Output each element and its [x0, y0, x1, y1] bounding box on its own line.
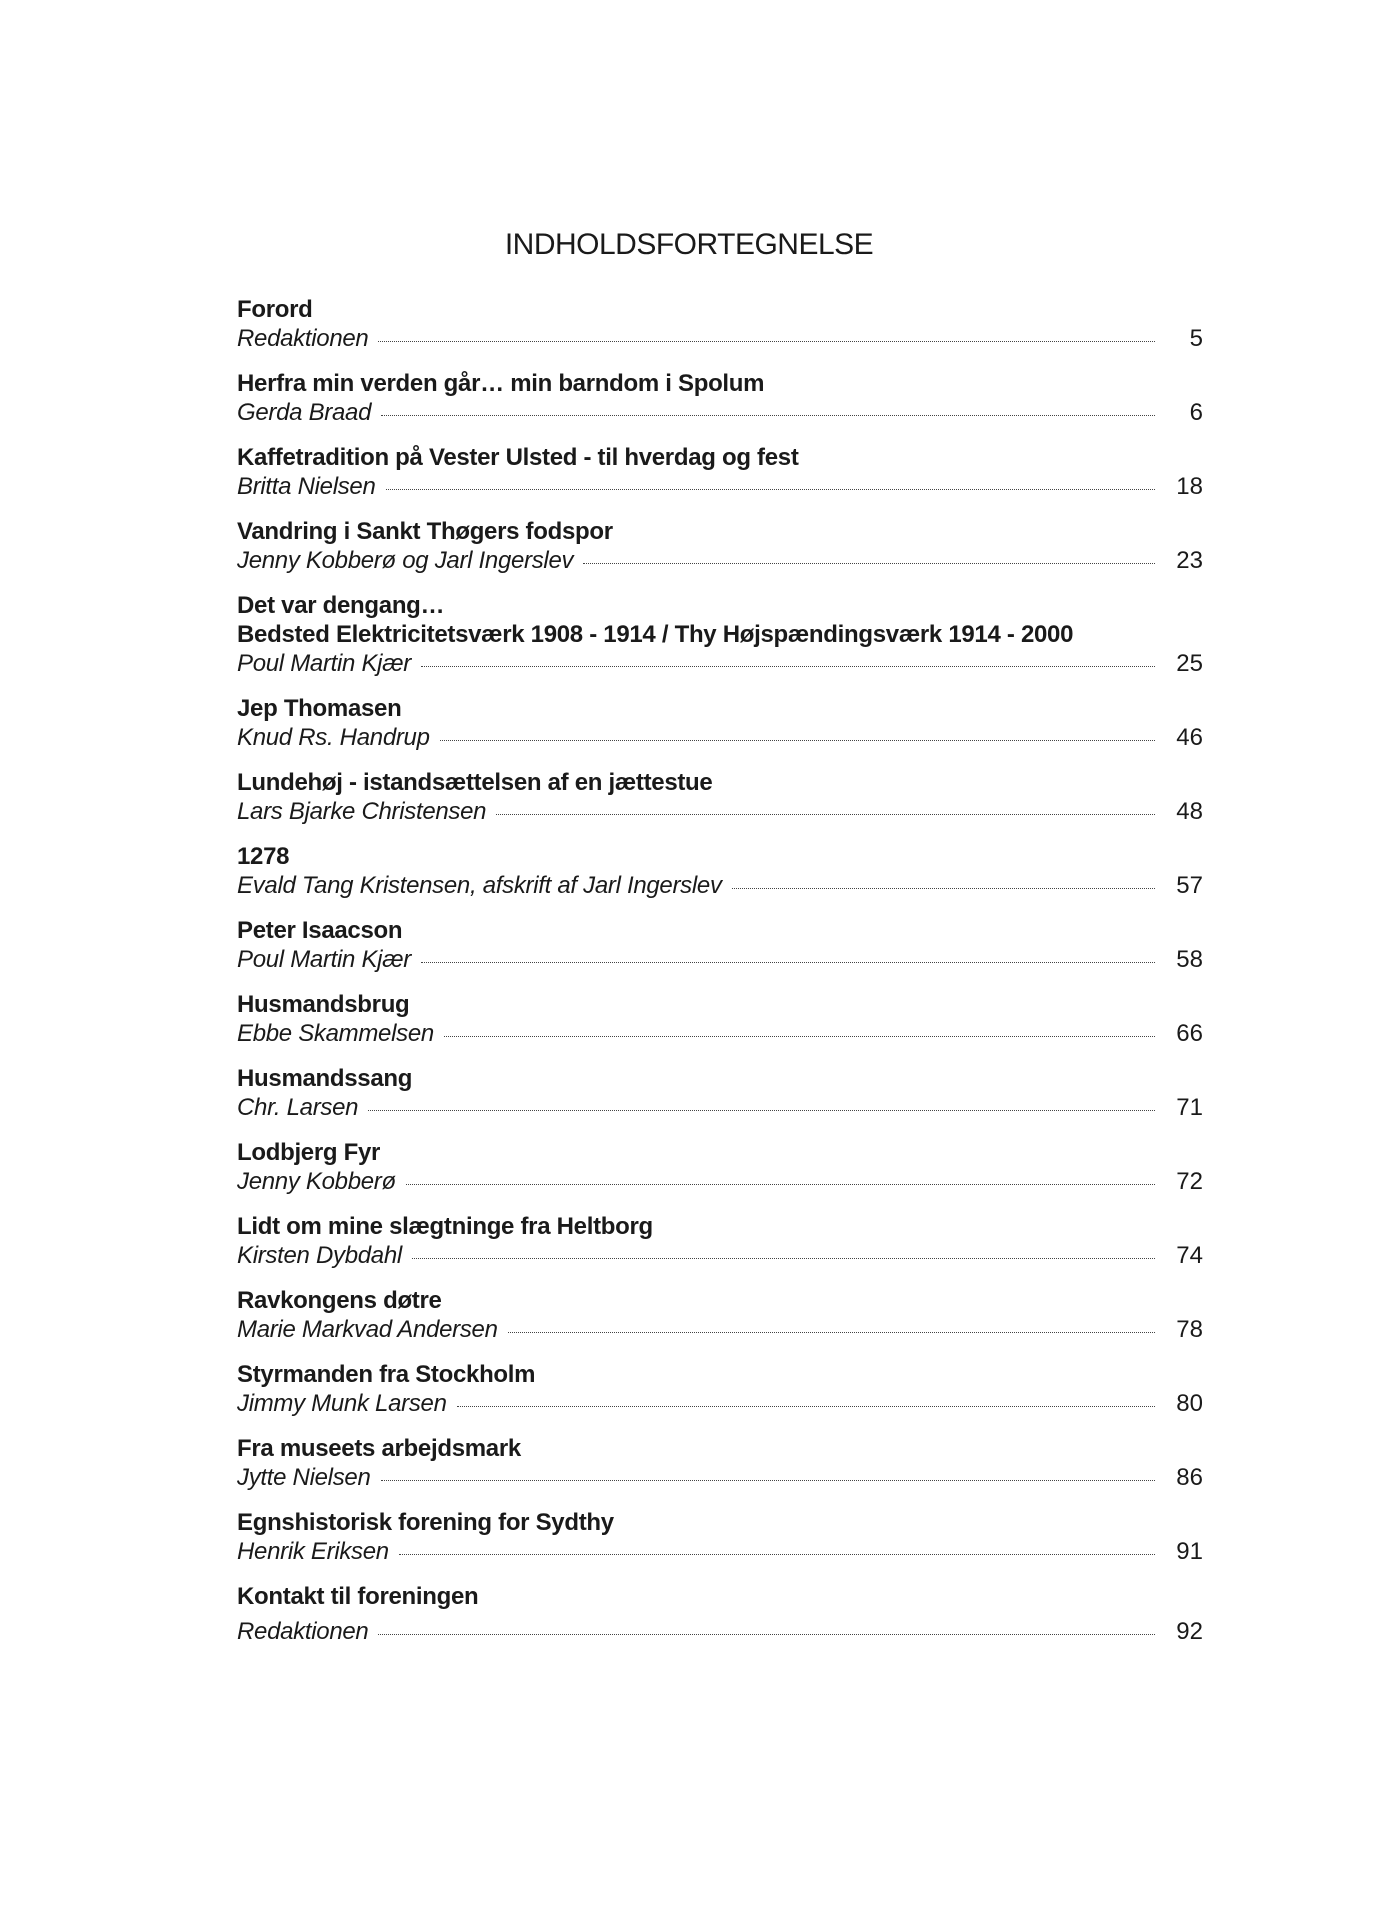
toc-entry[interactable] — [237, 591, 1203, 678]
table-of-contents — [237, 295, 1203, 1662]
entry-page-number: 91 — [1176, 1538, 1203, 1565]
entry-author: Britta Nielsen — [237, 473, 376, 500]
entry-author-row — [237, 1617, 1203, 1646]
entry-title: 1278 — [237, 843, 290, 870]
entry-page-number: 92 — [1176, 1618, 1203, 1645]
entry-author-row — [237, 1463, 1203, 1492]
entry-author-row — [237, 398, 1203, 427]
entry-author-row — [237, 1315, 1203, 1344]
entry-author: Lars Bjarke Christensen — [237, 798, 487, 825]
entry-author: Evald Tang Kristensen, afskrift af Jarl Ingerslev — [237, 872, 722, 899]
toc-entry[interactable] — [237, 517, 1203, 575]
entry-author: Marie Markvad Andersen — [237, 1316, 498, 1343]
dot-leader — [406, 1184, 1155, 1185]
entry-author: Knud Rs. Handrup — [237, 724, 430, 751]
entry-author-row — [237, 797, 1203, 826]
toc-entry[interactable] — [237, 443, 1203, 501]
entry-author: Poul Martin Kjær — [237, 650, 411, 677]
entry-author: Ebbe Skammelsen — [237, 1020, 434, 1047]
dot-leader — [508, 1332, 1155, 1333]
entry-title: Kontakt til foreningen — [237, 1583, 479, 1610]
toc-entry[interactable] — [237, 1508, 1203, 1566]
dot-leader — [386, 489, 1155, 490]
dot-leader — [440, 740, 1155, 741]
entry-author: Redaktionen — [237, 325, 369, 352]
entry-page-number: 66 — [1176, 1020, 1203, 1047]
entry-title: Egnshistorisk forening for Sydthy — [237, 1509, 614, 1536]
entry-page-number: 48 — [1176, 798, 1203, 825]
entry-author-row — [237, 1537, 1203, 1566]
entry-page-number: 18 — [1176, 473, 1203, 500]
entry-author-row — [237, 649, 1203, 678]
entry-author: Chr. Larsen — [237, 1094, 359, 1121]
entry-title: Forord — [237, 296, 313, 323]
entry-page-number: 46 — [1176, 724, 1203, 751]
dot-leader — [444, 1036, 1155, 1037]
toc-entry[interactable] — [237, 694, 1203, 752]
entry-author-row — [237, 945, 1203, 974]
dot-leader — [457, 1406, 1155, 1407]
entry-author: Gerda Braad — [237, 399, 372, 426]
entry-title: Peter Isaacson — [237, 917, 403, 944]
entry-author-row — [237, 472, 1203, 501]
entry-author-row — [237, 1241, 1203, 1270]
toc-entry[interactable] — [237, 1138, 1203, 1196]
dot-leader — [381, 415, 1155, 416]
entry-page-number: 23 — [1176, 547, 1203, 574]
entry-title: Husmandsbrug — [237, 991, 410, 1018]
toc-entry[interactable] — [237, 990, 1203, 1048]
toc-entry[interactable] — [237, 1212, 1203, 1270]
entry-author: Jenny Kobberø og Jarl Ingerslev — [237, 547, 574, 574]
toc-entry[interactable] — [237, 1434, 1203, 1492]
entry-title: Kaffetradition på Vester Ulsted - til hverdag og fest — [237, 444, 799, 471]
entry-author-row — [237, 1093, 1203, 1122]
entry-page-number: 80 — [1176, 1390, 1203, 1417]
entry-author: Henrik Eriksen — [237, 1538, 389, 1565]
dot-leader — [412, 1258, 1155, 1259]
entry-author: Jimmy Munk Larsen — [237, 1390, 447, 1417]
entry-page-number: 57 — [1176, 872, 1203, 899]
entry-title: Vandring i Sankt Thøgers fodspor — [237, 518, 613, 545]
toc-entry[interactable] — [237, 842, 1203, 900]
dot-leader — [421, 962, 1155, 963]
entry-subtitle: Bedsted Elektricitetsværk 1908 - 1914 / Thy Højspændingsværk 1914 - 2000 — [237, 621, 1074, 648]
entry-author-row — [237, 1019, 1203, 1048]
entry-page-number: 6 — [1189, 399, 1203, 426]
entry-author: Redaktionen — [237, 1618, 369, 1645]
entry-author-row — [237, 546, 1203, 575]
entry-title: Lodbjerg Fyr — [237, 1139, 381, 1166]
entry-title: Styrmanden fra Stockholm — [237, 1361, 536, 1388]
entry-page-number: 78 — [1176, 1316, 1203, 1343]
entry-author-row — [237, 1389, 1203, 1418]
dot-leader — [378, 1634, 1155, 1635]
entry-author: Poul Martin Kjær — [237, 946, 411, 973]
entry-page-number: 58 — [1176, 946, 1203, 973]
entry-title: Husmandssang — [237, 1065, 413, 1092]
toc-entry[interactable] — [237, 369, 1203, 427]
dot-leader — [496, 814, 1155, 815]
entry-title: Lidt om mine slægtninge fra Heltborg — [237, 1213, 653, 1240]
entry-page-number: 5 — [1189, 325, 1203, 352]
dot-leader — [421, 666, 1155, 667]
entry-author-row — [237, 871, 1203, 900]
entry-author-row — [237, 1167, 1203, 1196]
entry-page-number: 25 — [1176, 650, 1203, 677]
dot-leader — [732, 888, 1155, 889]
toc-entry[interactable] — [237, 295, 1203, 353]
entry-author-row — [237, 723, 1203, 752]
toc-entry[interactable] — [237, 916, 1203, 974]
entry-title: Jep Thomasen — [237, 695, 402, 722]
entry-author: Kirsten Dybdahl — [237, 1242, 402, 1269]
toc-entry[interactable] — [237, 1582, 1203, 1646]
entry-title: Det var dengang… — [237, 592, 445, 619]
toc-entry[interactable] — [237, 1360, 1203, 1418]
toc-entry[interactable] — [237, 1064, 1203, 1122]
dot-leader — [381, 1480, 1156, 1481]
entry-author-row — [237, 324, 1203, 353]
entry-page-number: 74 — [1176, 1242, 1203, 1269]
entry-title: Fra museets arbejdsmark — [237, 1435, 521, 1462]
entry-page-number: 86 — [1176, 1464, 1203, 1491]
toc-entry[interactable] — [237, 768, 1203, 826]
dot-leader — [583, 563, 1155, 564]
entry-author: Jenny Kobberø — [237, 1168, 396, 1195]
toc-entry[interactable] — [237, 1286, 1203, 1344]
dot-leader — [368, 1110, 1155, 1111]
entry-title: Lundehøj - istandsættelsen af en jættestue — [237, 769, 713, 796]
entry-title: Ravkongens døtre — [237, 1287, 442, 1314]
entry-author: Jytte Nielsen — [237, 1464, 371, 1491]
entry-page-number: 72 — [1176, 1168, 1203, 1195]
dot-leader — [378, 341, 1155, 342]
entry-page-number: 71 — [1176, 1094, 1203, 1121]
page-title: INDHOLDSFORTEGNELSE — [504, 228, 874, 261]
entry-title: Herfra min verden går… min barndom i Spolum — [237, 370, 765, 397]
dot-leader — [399, 1554, 1155, 1555]
